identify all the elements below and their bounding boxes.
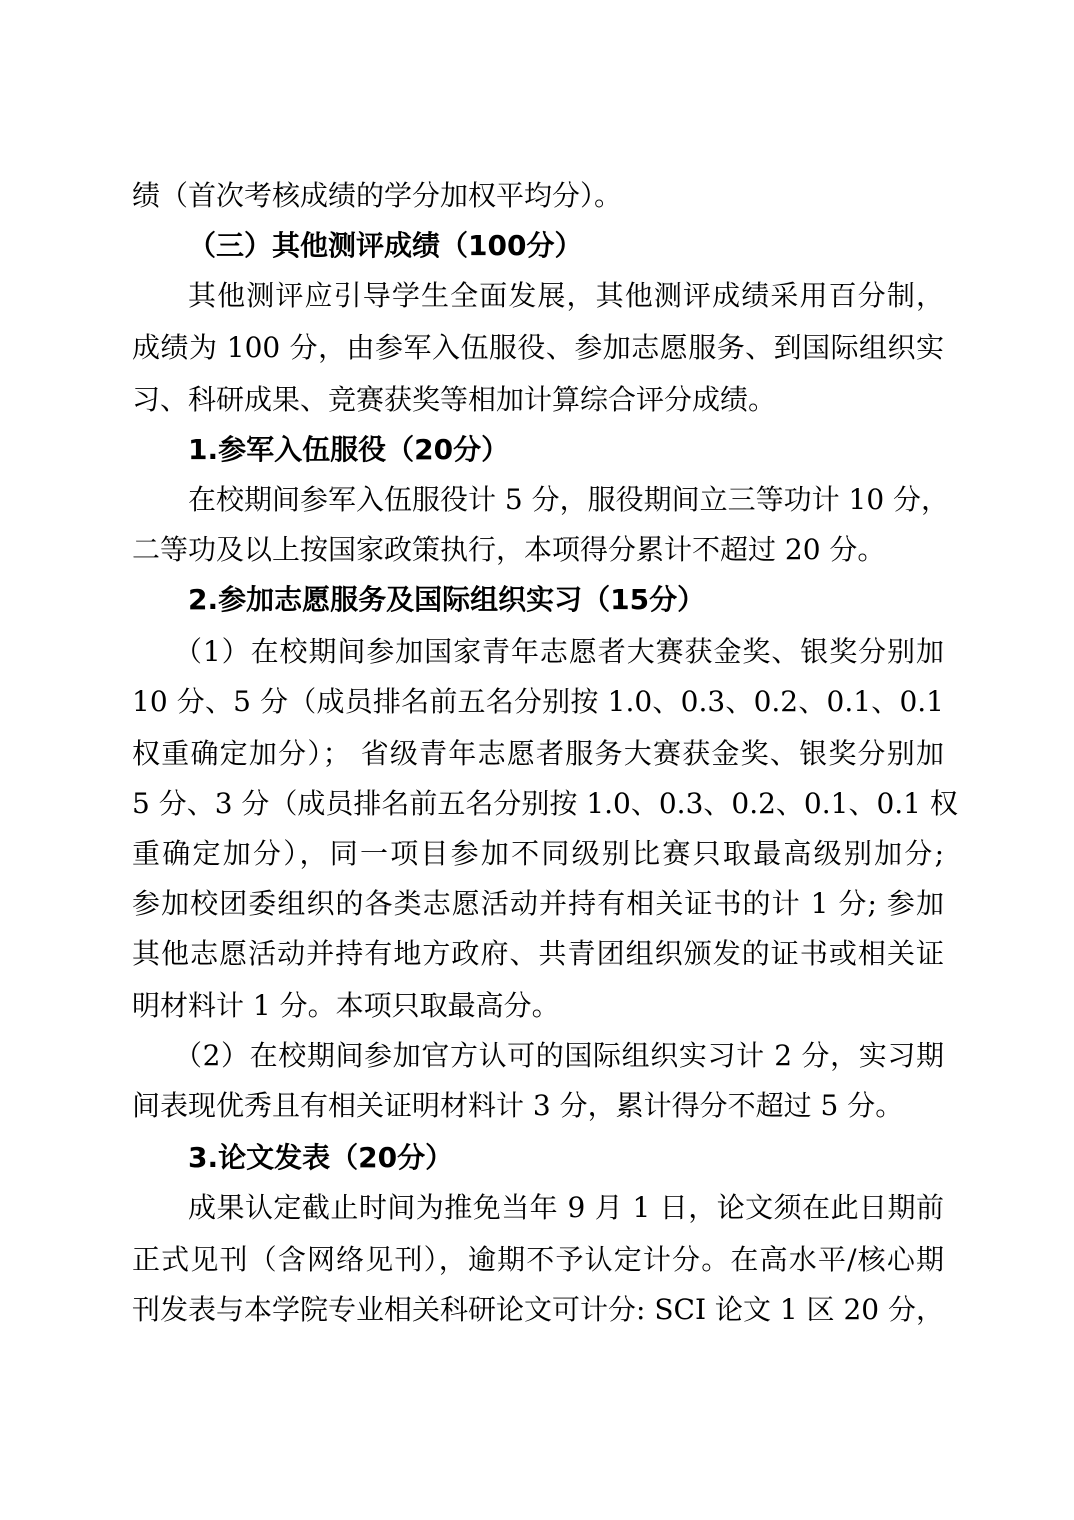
- paragraph-line: 其他志愿活动并持有地方政府、共青团组织颁发的证书或相关证: [132, 937, 944, 970]
- paragraph-line: 参加校团委组织的各类志愿活动并持有相关证书的计 1 分; 参加: [132, 887, 944, 920]
- paragraph-line: 绩（首次考核成绩的学分加权平均分）。: [132, 179, 623, 212]
- paragraph-line: 权重确定加分）； 省级青年志愿者服务大赛获金奖、银奖分别加: [132, 737, 944, 770]
- paragraph-line: 重确定加分），同一项目参加不同级别比赛只取最高级别加分;: [132, 837, 944, 870]
- paragraph-line: 其他测评应引导学生全面发展，其他测评成绩采用百分制，: [188, 279, 944, 312]
- paragraph-line: （1）在校期间参加国家青年志愿者大赛获金奖、银奖分别加: [174, 635, 944, 668]
- paragraph-line: 二等功及以上按国家政策执行，本项得分累计不超过 20 分。: [132, 533, 886, 566]
- subsection-heading: 2.参加志愿服务及国际组织实习（15分）: [188, 583, 706, 616]
- paragraph-line: 成果认定截止时间为推免当年 9 月 1 日，论文须在此日期前: [188, 1191, 944, 1224]
- paragraph-line: 刊发表与本学院专业相关科研论文可计分: SCI 论文 1 区 20 分，: [132, 1293, 944, 1326]
- section-heading: （三）其他测评成绩（100分）: [188, 229, 583, 262]
- subsection-heading: 1.参军入伍服役（20分）: [188, 433, 510, 466]
- paragraph-line: 明材料计 1 分。本项只取最高分。: [132, 989, 560, 1022]
- paragraph-line: 在校期间参军入伍服役计 5 分，服役期间立三等功计 10 分，: [188, 483, 950, 516]
- paragraph-line: 习、科研成果、竞赛获奖等相加计算综合评分成绩。: [132, 383, 777, 416]
- paragraph-line: 5 分、3 分（成员排名前五名分别按 1.0、0.3、0.2、0.1、0.1 权: [132, 787, 958, 820]
- paragraph-line: 成绩为 100 分，由参军入伍服役、参加志愿服务、到国际组织实: [132, 331, 944, 364]
- paragraph-line: 正式见刊（含网络见刊），逾期不予认定计分。在高水平/核心期: [132, 1243, 944, 1276]
- subsection-heading: 3.论文发表（20分）: [188, 1141, 454, 1174]
- paragraph-line: 间表现优秀且有相关证明材料计 3 分，累计得分不超过 5 分。: [132, 1089, 904, 1122]
- paragraph-line: 10 分、5 分（成员排名前五名分别按 1.0、0.3、0.2、0.1、0.1: [132, 685, 944, 718]
- paragraph-line: （2）在校期间参加官方认可的国际组织实习计 2 分，实习期: [174, 1039, 944, 1072]
